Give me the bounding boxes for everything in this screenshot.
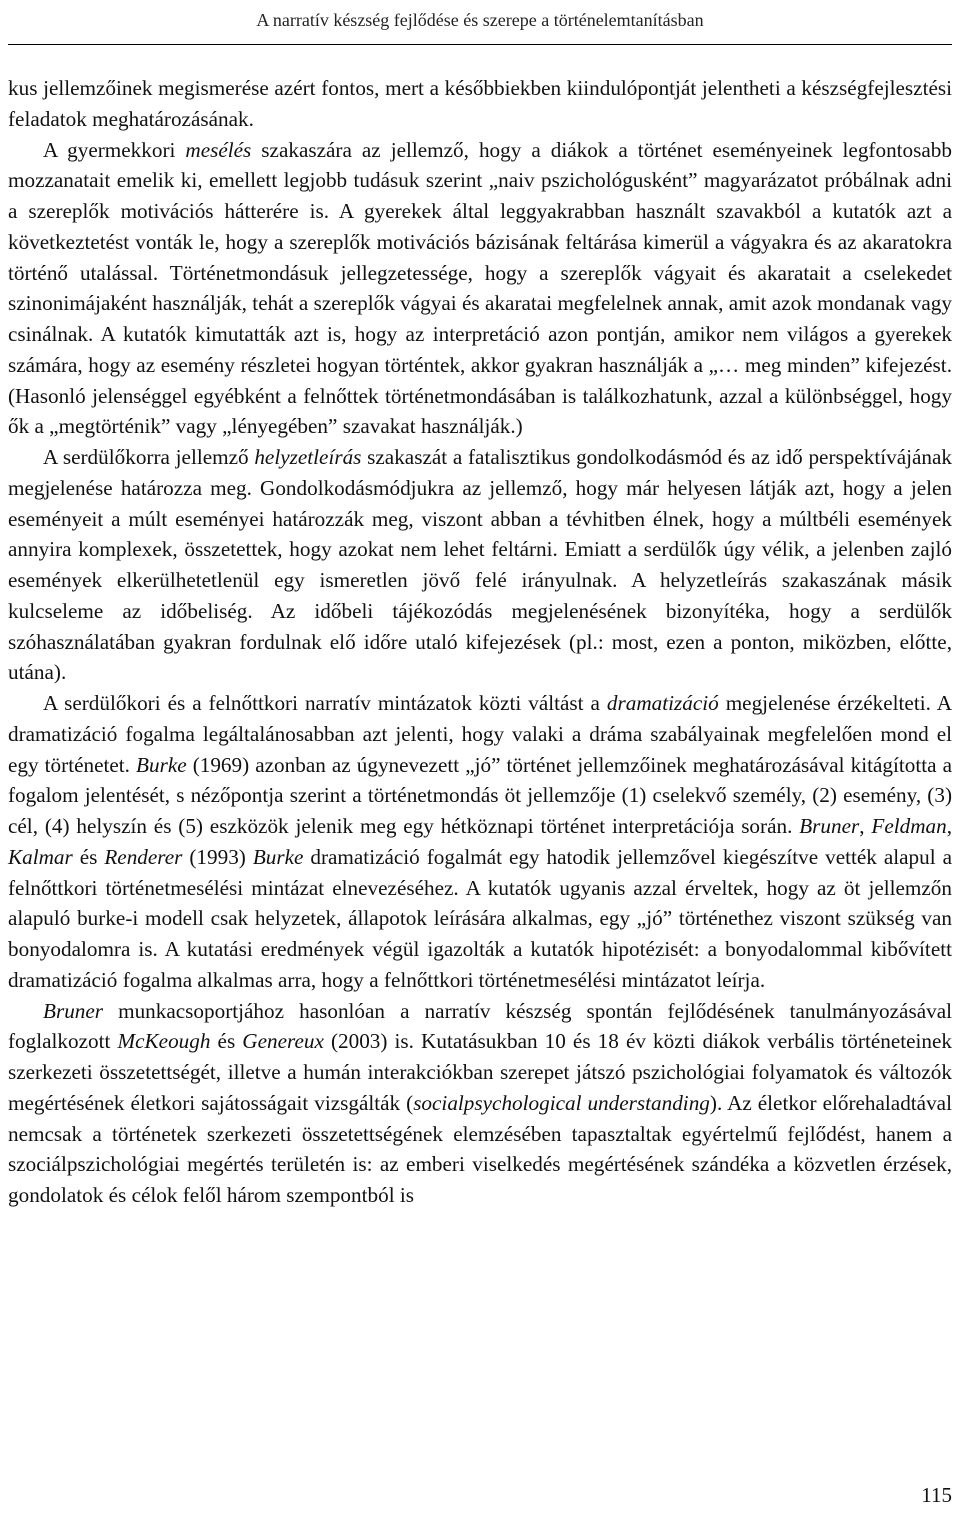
paragraph [8, 996, 952, 1211]
text-run: A serdülőkorra jellemző [43, 445, 255, 469]
text-run: dramatizáció fogalmát egy hatodik jellemzővel kiegészítve vették alapul a felnőttkori történetmesélési mintázat elnevezéséhez. A kutatók ugyanis azzal érveltek, hogy az öt jellemzőn alapuló burke-i modell csak helyzetek, állapotok leírására alkalmas, egy „jó” történethez viszont szükség van bonyodalomra is. A kutatási eredmények végül igazolták a kutatók hipotézisét: a bonyodalommal kibővített dramatizáció fogalma alkalmas arra, hogy a felnőttkori történetmesélési mintázatot leírja. [8, 844, 952, 992]
body-text [8, 73, 952, 1211]
italic-term: helyzetleírás [254, 445, 362, 469]
text-run: , [946, 814, 953, 838]
text-run: munkacsoportjához hasonlóan a narratív készség spontán fejlődésének tanulmányozásával foglalkozott [8, 998, 952, 1054]
paragraph [8, 73, 952, 135]
text-run: szakaszát a fatalisztikus gondolkodásmód és az idő perspektívájának megjelenése határozza meg. Gondolkodásmódjukra az jellemző, hogy már helyesen látják azt, hogy a jelen eseményeit a múlt eseményei határozzák meg, viszont abban a tévhitben élnek, hogy a múltbéli események annyira komplexek, összetettek, hogy azokat nem lehet feltárni. Emiatt a serdülők úgy vélik, a jelenben zajló események elkerülhetetlenül egy ismeretlen jövő felé irányulnak. A helyzetleírás szakaszának másik kulcseleme az időbeliség. Az időbeli tájékozódás megjelenésének bizonyítéka, hogy a serdülők szóhasználatában gyakran fordulnak elő időre utaló kifejezések (pl.: most, ezen a ponton, miközben, előtte, utána). [8, 445, 952, 685]
paragraph [8, 688, 952, 996]
italic-term: Kalmar [8, 844, 73, 869]
italic-term: Burke [136, 752, 187, 777]
paragraph [8, 135, 952, 443]
italic-term: Bruner [43, 998, 104, 1023]
text-run: kus jellemzőinek megismerése azért fontos, mert a későbbiekben kiindulópontját jelentheti a készségfejlesztési feladatok meghatározásának. [8, 76, 952, 131]
italic-term: Burke [252, 844, 304, 869]
text-run: (1993) [182, 844, 253, 869]
text-run: és [72, 844, 105, 869]
paragraph [8, 442, 952, 688]
text-run: (2003) is. Kutatásukban 10 és 18 év közti diákok verbális történeteinek szerkezeti összetettségét, illetve a humán interakciókban szerepet játszó pszichológiai folyamatok és változók megértésének életkori sajátosságait vizsgálták ( [8, 1029, 952, 1115]
text-run: , [859, 814, 872, 838]
italic-term: Genereux [242, 1029, 324, 1054]
text-run: A gyermekkori [43, 137, 186, 162]
page-number: 115 [921, 1483, 952, 1507]
text-run: és [210, 1029, 243, 1054]
text-run: megjelenése érzékelteti. A dramatizáció fogalma legáltalánosabban azt jelenti, hogy valaki a dráma szabályainak megfelelően mond el egy történetet. [8, 691, 952, 777]
italic-term: Feldman [871, 814, 947, 838]
italic-term: socialpsychological understanding [413, 1090, 710, 1115]
text-run: ). Az életkor előrehaladtával nemcsak a történetek szerkezeti összetettségének elemzésében tapasztaltak egyértelmű fejlődést, hanem a szociálpszichológiai megértés területén is: az emberi viselkedés megértésének szándéka a közvetlen érzések, gondolatok és célok felől három szempontból is [8, 1090, 952, 1207]
header-rule [8, 44, 952, 45]
italic-term: mesélés [185, 137, 252, 162]
italic-term: dramatizáció [606, 691, 719, 715]
text-run: (1969) azonban az úgynevezett „jó” történet jellemzőinek meghatározásával kitágította a fogalom jelentését, s nézőpontja szerint a történetmondás öt jellemzője (1) cselekvő személy, (2) esemény, (3) cél, (4) helyszín és (5) eszközök jelenik meg egy hétköznapi történet interpretációja során. [8, 752, 953, 838]
italic-term: Renderer [104, 844, 183, 869]
italic-term: McKeough [117, 1029, 211, 1054]
text-run: A serdülőkori és a felnőttkori narratív mintázatok közti váltást a [43, 691, 607, 715]
italic-term: Bruner [799, 814, 860, 838]
running-header: A narratív készség fejlődése és szerepe a történelemtanításban [256, 10, 704, 30]
text-run: szakaszára az jellemző, hogy a diákok a történet eseményeinek legfontosabb mozzanatait emelik ki, emellett legjobb tudásuk szerint „naiv pszichológusként” magyarázatot próbálnak adni a szereplők motivációs hátterére is. A gyerekek által leggyakrabban használt szavakból a kutatók azt a következtetést vonták le, hogy a szereplők motivációs bázisának feltárása kimerül a vágyakra és az akaratokra történő utalással. Történetmondásuk jellegzetessége, hogy a szereplők vágyait és akaratait a cselekedet szinonimájaként használják, tehát a szereplők vágyai és akaratai megfelelnek annak, amit azok mondanak vagy csinálnak. A kutatók kimutatták azt is, hogy az interpretáció azon pontján, amikor nem világos a gyerekek számára, hogy az esemény részletei hogyan történtek, akkor gyakran használják a „… meg minden” kifejezést. (Hasonló jelenséggel egyébként a felnőttek történetmondásában is találkozhatunk, azzal a különbséggel, hogy ők a „megtörténik” vagy „lényegében” szavakat használják.) [8, 137, 952, 439]
